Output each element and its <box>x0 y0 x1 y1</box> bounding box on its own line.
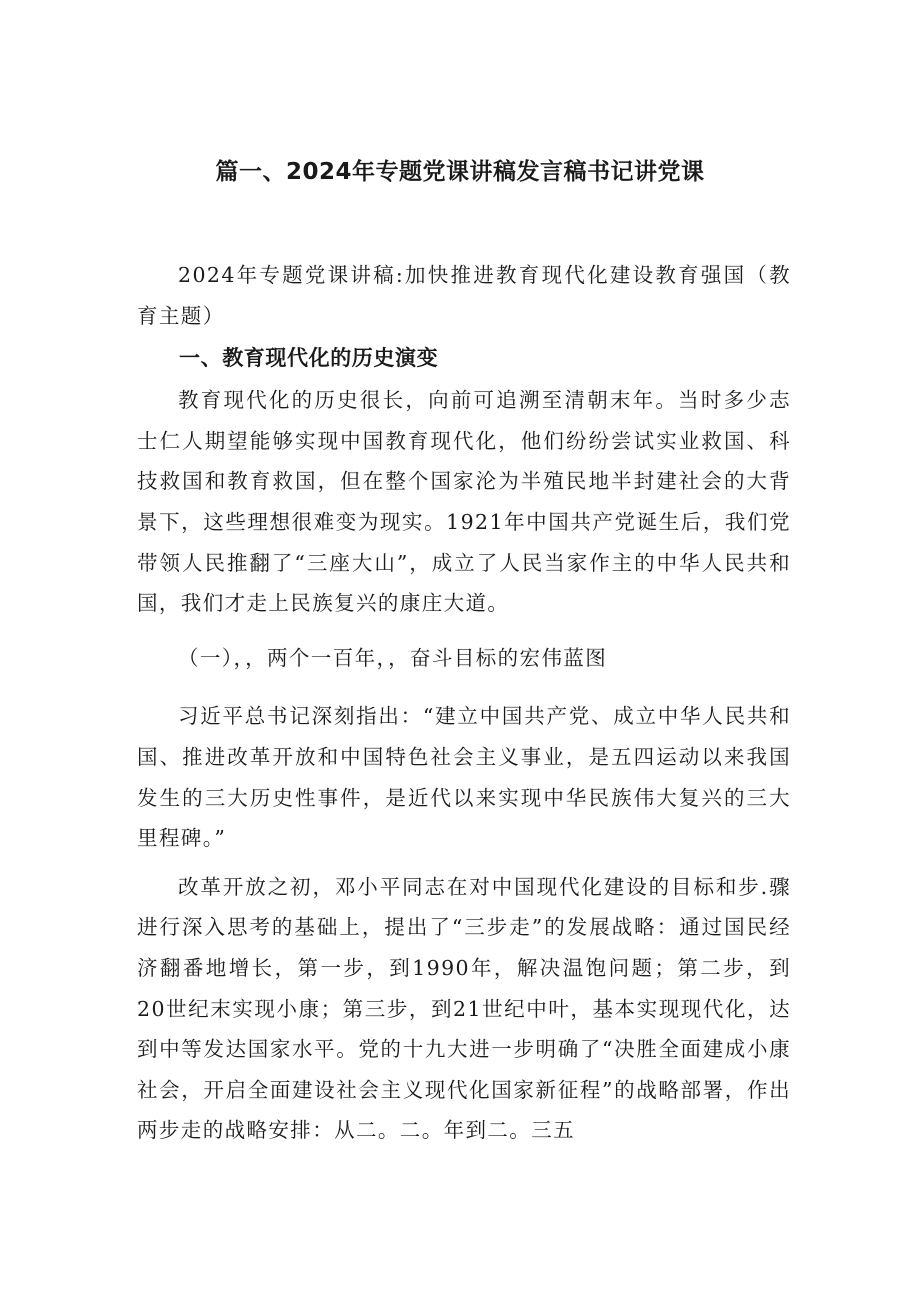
quote-paragraph: 习近平总书记深刻指出：“建立中国共产党、成立中华人民共和国、推进改革开放和中国特色社会主义事业，是五四运动以来我国发生的三大历史性事件，是近代以来实现中华民族伟大复兴的三大里程碑。” <box>137 704 791 851</box>
subsection-heading: （一），，两个一百年，，奋斗目标的宏伟蓝图 <box>178 645 608 670</box>
document-title: 篇一、2024年专题党课讲稿发言稿书记讲党课 <box>215 159 705 185</box>
document-body <box>137 255 791 1151</box>
intro-paragraph: 2024年专题党课讲稿:加快推进教育现代化建设教育强国（教育主题） <box>137 263 791 328</box>
history-paragraph: 教育现代化的历史很长，向前可追溯至清朝末年。当时多少志士仁人期望能够实现中国教育现代化，他们纷纷尝试实业救国、科技救国和教育救国，但在整个国家沦为半殖民地半封建社会的大背景下，这些理想很难变为现实。1921年中国共产党诞生后，我们党带领人民推翻了“三座大山”，成立了人民当家作主的中华人民共和国，我们才走上民族复兴的康庄大道。 <box>137 388 791 616</box>
section-heading: 一、教育现代化的历史演变 <box>179 346 439 371</box>
reform-paragraph: 改革开放之初，邓小平同志在对中国现代化建设的目标和步.骤进行深入思考的基础上，提出了“三步走”的发展战略：通过国民经济翻番地增长，第一步，到1990年，解决温饱问题；第二步，到20世纪末实现小康；第三步，到21世纪中叶，基本实现现代化，达到中等发达国家水平。党的十九大进一步明确了“决胜全面建成小康社会，开启全面建设社会主义现代化国家新征程”的战略部署，作出两步走的战略安排：从二。二。年到二。三五 <box>137 874 791 1143</box>
